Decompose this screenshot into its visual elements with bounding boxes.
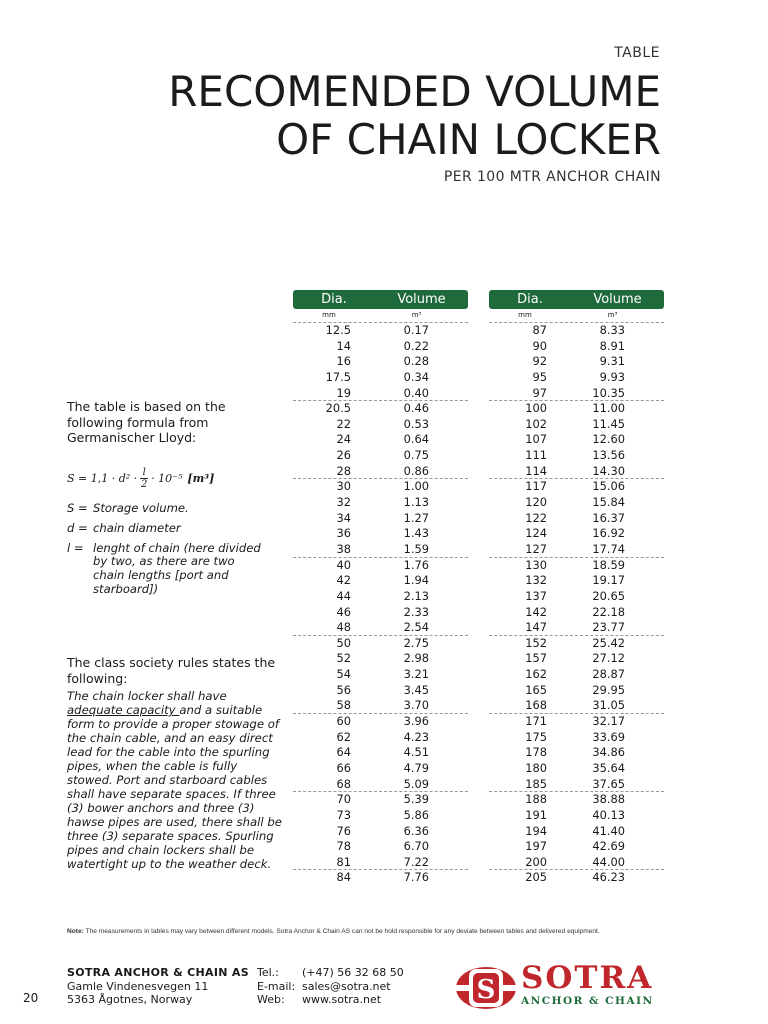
cell-volume: 2.54	[403, 620, 429, 635]
cell-diameter: 114	[525, 463, 547, 478]
table-header	[489, 290, 664, 309]
company-address	[67, 966, 249, 1007]
table-row	[293, 432, 468, 448]
cell-volume: 42.69	[592, 839, 625, 854]
email-label: E-mail:	[257, 979, 296, 993]
cell-diameter: 76	[336, 823, 351, 838]
table-row	[489, 573, 664, 589]
cell-volume: 23.77	[592, 620, 625, 635]
logo-name: SOTRA	[521, 960, 654, 996]
legend-key: d =	[67, 520, 88, 535]
cell-volume: 0.86	[403, 463, 429, 478]
cell-volume: 11.45	[592, 416, 625, 431]
cell-volume: 0.64	[403, 432, 429, 447]
cell-diameter: 62	[336, 729, 351, 744]
cell-diameter: 12.5	[325, 323, 351, 337]
cell-volume: 0.40	[403, 385, 429, 400]
units-row	[489, 309, 664, 323]
table-rows	[489, 323, 664, 886]
unit-dia: mm	[322, 311, 336, 319]
table-row	[293, 792, 468, 808]
cell-volume: 37.65	[592, 776, 625, 791]
cell-volume: 16.92	[592, 526, 625, 541]
volume-table-left	[293, 290, 468, 886]
cell-volume: 22.18	[592, 604, 625, 619]
cell-volume: 13.56	[592, 448, 625, 463]
cell-volume: 1.43	[403, 526, 429, 541]
legend-item	[67, 522, 287, 536]
legend-text: lenght of chain (here divided by two, as there are two chain lengths [port and starboard])	[93, 540, 261, 596]
cell-diameter: 36	[336, 526, 351, 541]
cell-volume: 35.64	[592, 760, 625, 775]
table-row	[293, 526, 468, 542]
cell-diameter: 50	[336, 635, 351, 650]
table-row	[489, 777, 664, 793]
cell-volume: 40.13	[592, 807, 625, 822]
cell-volume: 0.75	[403, 448, 429, 463]
cell-diameter: 171	[525, 714, 547, 729]
cell-diameter: 16	[336, 354, 351, 369]
table-row	[489, 558, 664, 574]
contact-info	[257, 966, 404, 1007]
table-row	[489, 386, 664, 402]
cell-diameter: 56	[336, 682, 351, 697]
table-row	[293, 808, 468, 824]
cell-volume: 7.76	[403, 870, 429, 885]
email-link[interactable]: sales@sotra.net	[302, 979, 391, 993]
cell-diameter: 97	[532, 385, 547, 400]
cell-volume: 32.17	[592, 714, 625, 729]
rules-quote	[67, 689, 282, 871]
cell-diameter: 92	[532, 354, 547, 369]
table-row	[489, 432, 664, 448]
table-row	[489, 542, 664, 558]
table-row	[489, 824, 664, 840]
tel-label: Tel.:	[257, 966, 279, 979]
table-row	[489, 745, 664, 761]
table-row	[293, 464, 468, 480]
cell-volume: 41.40	[592, 823, 625, 838]
cell-diameter: 180	[525, 760, 547, 775]
cell-volume: 0.46	[403, 401, 429, 416]
cell-volume: 15.06	[592, 479, 625, 494]
cell-volume: 3.21	[403, 667, 429, 682]
table-row	[293, 761, 468, 777]
formula-rhs: · 10⁻⁵	[151, 471, 183, 485]
note-text: The measurements in tables may vary between different models. Sotra Anchor & Chain AS can not be hold responsible for any deviate between tables and delivered equipment.	[83, 928, 600, 935]
table-row	[293, 558, 468, 574]
cell-volume: 1.13	[403, 495, 429, 510]
cell-volume: 5.39	[403, 792, 429, 807]
cell-diameter: 137	[525, 588, 547, 603]
cell-volume: 9.93	[599, 369, 625, 384]
cell-diameter: 168	[525, 698, 547, 713]
cell-volume: 25.42	[592, 635, 625, 650]
cell-diameter: 22	[336, 416, 351, 431]
table-row	[489, 683, 664, 699]
col-header-dia: Dia.	[517, 292, 543, 307]
cell-volume: 1.94	[403, 573, 429, 588]
table-row	[293, 839, 468, 855]
rules-text-pre: The chain locker shall have	[67, 689, 227, 703]
page-title-line2: OF CHAIN LOCKER	[276, 115, 661, 164]
cell-volume: 1.59	[403, 541, 429, 556]
company-name: SOTRA ANCHOR & CHAIN AS	[67, 966, 249, 979]
cell-diameter: 90	[532, 338, 547, 353]
cell-diameter: 191	[525, 807, 547, 822]
formula-intro: The table is based on the following formula from Germanischer Lloyd:	[67, 399, 226, 445]
legend-key: l =	[67, 540, 84, 555]
table-row	[489, 808, 664, 824]
logo-tagline: ANCHOR & CHAIN	[521, 995, 654, 1007]
cell-diameter: 178	[525, 745, 547, 760]
cell-diameter: 185	[525, 776, 547, 791]
cell-volume: 44.00	[592, 854, 625, 869]
cell-volume: 15.84	[592, 495, 625, 510]
cell-volume: 0.22	[403, 338, 429, 353]
table-row	[489, 401, 664, 417]
cell-diameter: 162	[525, 667, 547, 682]
cell-diameter: 32	[336, 495, 351, 510]
table-row	[293, 636, 468, 652]
table-row	[489, 761, 664, 777]
cell-volume: 8.91	[599, 338, 625, 353]
units-row	[293, 309, 468, 323]
table-row	[293, 448, 468, 464]
cell-volume: 2.98	[403, 651, 429, 666]
cell-diameter: 87	[532, 323, 547, 337]
cell-diameter: 28	[336, 463, 351, 478]
table-row	[293, 354, 468, 370]
cell-diameter: 100	[525, 401, 547, 416]
table-row	[489, 870, 664, 886]
table-row	[489, 526, 664, 542]
cell-volume: 3.96	[403, 714, 429, 729]
unit-volume: m³	[411, 311, 422, 319]
table-row	[293, 511, 468, 527]
table-row	[293, 386, 468, 402]
cell-volume: 4.79	[403, 760, 429, 775]
col-header-volume: Volume	[397, 292, 446, 307]
table-row	[293, 698, 468, 714]
cell-diameter: 127	[525, 541, 547, 556]
cell-diameter: 95	[532, 369, 547, 384]
note-label: Note:	[67, 928, 84, 935]
cell-diameter: 147	[525, 620, 547, 635]
cell-diameter: 68	[336, 776, 351, 791]
page-title-line1: RECOMENDED VOLUME	[168, 67, 661, 116]
table-row	[293, 667, 468, 683]
cell-volume: 12.60	[592, 432, 625, 447]
legend-text: chain diameter	[93, 520, 181, 535]
table-row	[489, 448, 664, 464]
svg-text:S: S	[476, 975, 496, 1005]
table-row	[489, 370, 664, 386]
table-row	[293, 683, 468, 699]
cell-diameter: 165	[525, 682, 547, 697]
cell-volume: 5.86	[403, 807, 429, 822]
table-row	[489, 839, 664, 855]
cell-diameter: 38	[336, 541, 351, 556]
table-row	[489, 651, 664, 667]
cell-diameter: 19	[336, 385, 351, 400]
table-row	[489, 495, 664, 511]
cell-volume: 19.17	[592, 573, 625, 588]
cell-diameter: 46	[336, 604, 351, 619]
rules-intro: The class society rules states the following:	[67, 655, 276, 686]
cell-volume: 7.22	[403, 854, 429, 869]
cell-diameter: 130	[525, 557, 547, 572]
table-row	[293, 323, 468, 339]
cell-diameter: 194	[525, 823, 547, 838]
cell-diameter: 17.5	[325, 369, 351, 384]
cell-volume: 20.65	[592, 588, 625, 603]
cell-volume: 3.70	[403, 698, 429, 713]
table-row	[489, 636, 664, 652]
cell-volume: 16.37	[592, 510, 625, 525]
cell-diameter: 120	[525, 495, 547, 510]
page-kicker: TABLE	[614, 45, 660, 61]
cell-volume: 4.51	[403, 745, 429, 760]
table-row	[489, 667, 664, 683]
cell-diameter: 175	[525, 729, 547, 744]
table-row	[489, 479, 664, 495]
formula-unit: [m³]	[187, 471, 215, 485]
table-row	[293, 651, 468, 667]
cell-diameter: 102	[525, 416, 547, 431]
formula-denominator: 2	[141, 478, 148, 490]
rules-text-underline: adequate capacity	[67, 703, 180, 717]
cell-diameter: 81	[336, 854, 351, 869]
cell-diameter: 40	[336, 557, 351, 572]
cell-volume: 34.86	[592, 745, 625, 760]
col-header-dia: Dia.	[321, 292, 347, 307]
cell-diameter: 117	[525, 479, 547, 494]
col-header-volume: Volume	[593, 292, 642, 307]
cell-volume: 27.12	[592, 651, 625, 666]
cell-volume: 38.88	[592, 792, 625, 807]
address-line: 5363 Ågotnes, Norway	[67, 993, 193, 1006]
legend-item	[67, 502, 287, 516]
table-row	[489, 511, 664, 527]
cell-volume: 0.34	[403, 369, 429, 384]
cell-diameter: 52	[336, 651, 351, 666]
table-row	[489, 417, 664, 433]
unit-volume: m³	[607, 311, 618, 319]
cell-volume: 6.70	[403, 839, 429, 854]
cell-diameter: 132	[525, 573, 547, 588]
cell-volume: 2.33	[403, 604, 429, 619]
table-row	[293, 855, 468, 871]
table-row	[293, 370, 468, 386]
cell-diameter: 124	[525, 526, 547, 541]
cell-diameter: 84	[336, 870, 351, 885]
cell-diameter: 34	[336, 510, 351, 525]
cell-volume: 1.27	[403, 510, 429, 525]
table-row	[293, 730, 468, 746]
cell-volume: 0.17	[403, 323, 429, 337]
cell-volume: 1.76	[403, 557, 429, 572]
table-rows	[293, 323, 468, 886]
cell-diameter: 142	[525, 604, 547, 619]
table-row	[489, 620, 664, 636]
cell-diameter: 200	[525, 854, 547, 869]
unit-dia: mm	[518, 311, 532, 319]
legend-item	[67, 542, 287, 597]
cell-diameter: 42	[336, 573, 351, 588]
cell-volume: 1.00	[403, 479, 429, 494]
cell-volume: 2.75	[403, 635, 429, 650]
cell-diameter: 30	[336, 479, 351, 494]
cell-volume: 28.87	[592, 667, 625, 682]
cell-volume: 2.13	[403, 588, 429, 603]
disclaimer-note	[67, 928, 600, 935]
table-row	[489, 464, 664, 480]
cell-diameter: 111	[525, 448, 547, 463]
address-line: Gamle Vindenesvegen 11	[67, 979, 209, 993]
table-row	[293, 401, 468, 417]
cell-diameter: 205	[525, 870, 547, 885]
table-row	[489, 698, 664, 714]
cell-volume: 17.74	[592, 541, 625, 556]
cell-diameter: 73	[336, 807, 351, 822]
table-row	[489, 323, 664, 339]
cell-volume: 31.05	[592, 698, 625, 713]
web-label: Web:	[257, 993, 285, 1006]
rules-text-post: and a suitable form to provide a proper stowage of the chain cable, and an easy direct lead for the cable into the spurling pipes, when the cable is fully stowed. Port and starboard cables shall have separate spaces. If three (3) bower anchors and three (3) hawse pipes are used, there shall be three (3) separate spaces. Spurling pipes and chain lockers shall be watertight up to the weather deck.	[67, 703, 282, 871]
cell-volume: 0.53	[403, 416, 429, 431]
table-row	[293, 573, 468, 589]
table-row	[293, 714, 468, 730]
volume-table-right	[489, 290, 664, 886]
table-row	[293, 495, 468, 511]
page-subtitle: PER 100 MTR ANCHOR CHAIN	[443, 169, 661, 185]
logo-wordmark	[521, 960, 654, 1007]
cell-diameter: 48	[336, 620, 351, 635]
cell-volume: 33.69	[592, 729, 625, 744]
table-row	[489, 605, 664, 621]
cell-volume: 0.28	[403, 354, 429, 369]
table-row	[489, 354, 664, 370]
cell-diameter: 20.5	[325, 401, 351, 416]
logo-mark-icon	[455, 966, 517, 1014]
cell-volume: 9.31	[599, 354, 625, 369]
cell-diameter: 58	[336, 698, 351, 713]
cell-diameter: 44	[336, 588, 351, 603]
table-row	[489, 792, 664, 808]
cell-volume: 29.95	[592, 682, 625, 697]
cell-volume: 11.00	[592, 401, 625, 416]
formula-legend	[67, 502, 287, 603]
formula-lhs: S = 1,1 · d² ·	[67, 471, 138, 485]
cell-diameter: 122	[525, 510, 547, 525]
cell-diameter: 188	[525, 792, 547, 807]
table-row	[489, 855, 664, 871]
table-row	[489, 730, 664, 746]
table-row	[293, 417, 468, 433]
cell-diameter: 64	[336, 745, 351, 760]
table-row	[293, 589, 468, 605]
table-row	[293, 605, 468, 621]
cell-diameter: 70	[336, 792, 351, 807]
cell-diameter: 107	[525, 432, 547, 447]
cell-volume: 5.09	[403, 776, 429, 791]
cell-diameter: 60	[336, 714, 351, 729]
table-row	[293, 339, 468, 355]
table-row	[293, 745, 468, 761]
legend-text: Storage volume.	[93, 501, 189, 515]
cell-volume: 18.59	[592, 557, 625, 572]
cell-diameter: 197	[525, 839, 547, 854]
cell-diameter: 157	[525, 651, 547, 666]
web-link[interactable]: www.sotra.net	[302, 993, 382, 1006]
table-row	[489, 339, 664, 355]
table-row	[489, 714, 664, 730]
table-row	[489, 589, 664, 605]
table-row	[293, 542, 468, 558]
page-number: 20	[23, 991, 39, 1005]
table-row	[293, 479, 468, 495]
cell-volume: 14.30	[592, 463, 625, 478]
formula-numerator: l	[142, 466, 146, 478]
table-row	[293, 824, 468, 840]
cell-volume: 4.23	[403, 729, 429, 744]
cell-diameter: 152	[525, 635, 547, 650]
cell-diameter: 26	[336, 448, 351, 463]
formula-fraction	[140, 467, 148, 490]
cell-diameter: 54	[336, 667, 351, 682]
legend-key: S =	[67, 501, 88, 515]
cell-volume: 6.36	[403, 823, 429, 838]
cell-diameter: 78	[336, 839, 351, 854]
page-title	[168, 68, 661, 164]
cell-volume: 10.35	[592, 385, 625, 400]
cell-diameter: 66	[336, 760, 351, 775]
cell-volume: 8.33	[599, 323, 625, 337]
tel-value[interactable]: (+47) 56 32 68 50	[302, 966, 404, 979]
table-header	[293, 290, 468, 309]
table-row	[293, 620, 468, 636]
formula	[67, 462, 214, 494]
cell-volume: 3.45	[403, 682, 429, 697]
table-row	[293, 777, 468, 793]
cell-diameter: 14	[336, 338, 351, 353]
cell-volume: 46.23	[592, 870, 625, 885]
cell-diameter: 24	[336, 432, 351, 447]
table-row	[293, 870, 468, 886]
